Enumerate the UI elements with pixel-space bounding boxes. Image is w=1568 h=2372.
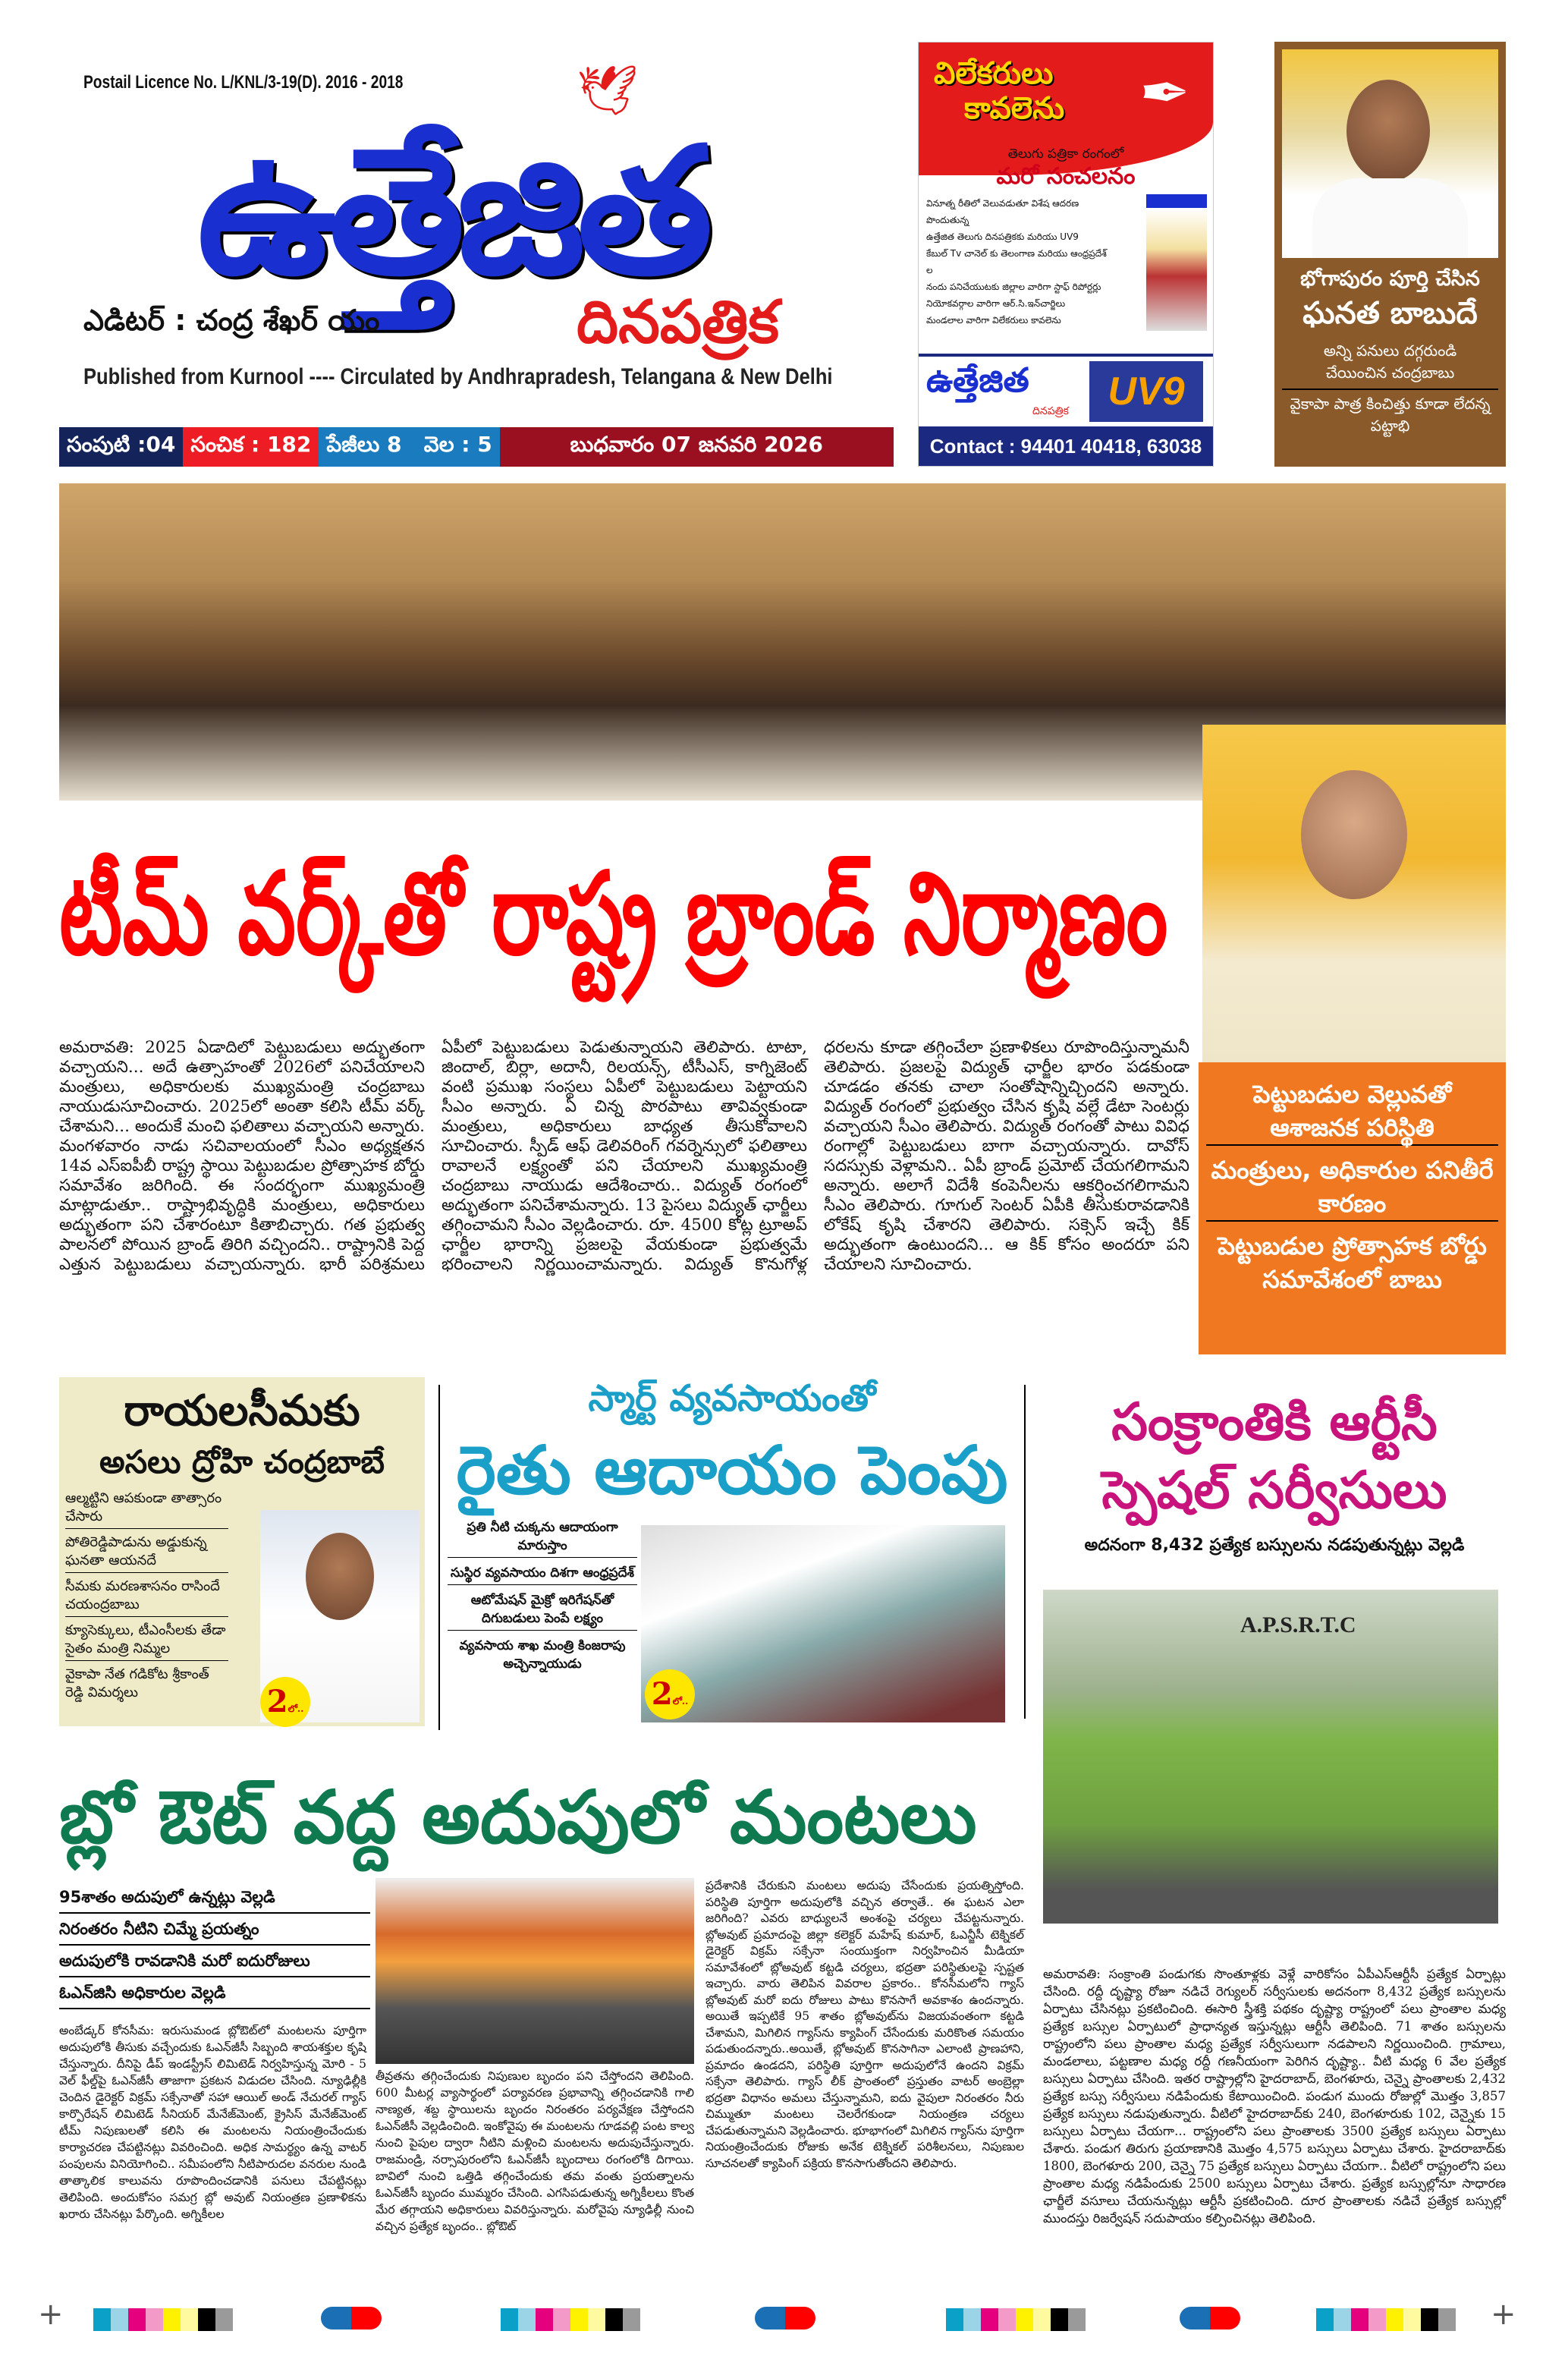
feather-pen-icon: ✒	[1139, 58, 1190, 128]
registration-pill	[321, 2307, 382, 2330]
story-bullet: నిరంతరం నీటిని చిమ్మే ప్రయత్నం	[59, 1914, 370, 1946]
color-swatch	[1033, 2308, 1051, 2331]
lead-highlight: పెట్టుబడుల వెల్లువతో ఆశాజనక పరిస్థితి	[1206, 1077, 1498, 1146]
color-swatch	[1386, 2308, 1403, 2331]
color-swatch	[1438, 2308, 1456, 2331]
ad-detail-line: ఉత్తేజిత తెలుగు దినపత్రికకు మరియు UV9	[926, 231, 1079, 242]
story-bullet: అదుపులోకి రావడానికి మరో ఐదురోజులు	[59, 1946, 370, 1977]
cmyk-color-bar	[501, 2308, 640, 2331]
lead-highlight: మంత్రులు, అధికారుల పనితీరే కారణం	[1206, 1153, 1498, 1222]
agri-headline-2: రైతు ఆదాయం పెంపు	[456, 1431, 1008, 1509]
page-ref-badge[interactable]: 2లో..	[645, 1669, 695, 1719]
issue-date: బుధవారం 07 జనవరి 2026	[570, 432, 824, 457]
registration-crosshair: +	[38, 2297, 64, 2332]
rtc-story	[1032, 1389, 1517, 1559]
postal-licence: Postail Licence No. L/KNL/3-19(D). 2016 - 2018	[83, 72, 404, 93]
lead-article-body: అమరావతి: 2025 ఏడాదిలో పెట్టుబడులు అద్భుతంగా వచ్చాయని... అదే ఉత్సాహంతో 2026లో పనిచేయాలని మంత్రులు, అధికారులకు ముఖ్యమంత్రి చంద్రబాబు నాయుడుసూచించారు. 2025లో అంతా కలిసి టీమ్ వర్క్ చేశామని... అందుకే మంచి ఫలితాలు వచ్చాయని అన్నారు. మంగళవారం నాడు సచివాలయంలో సీఎం అధ్యక్షతన 14వ ఎస్ఐపీబీ రాష్ట్ర స్థాయి పెట్టుబడుల ప్రోత్సాహక బోర్డు సమావేశం జరిగింది. ఈ సందర్భంగా ముఖ్యమంత్రి మాట్లాడుతూ.. రాష్ట్రాభివృద్ధికి మంత్రులు, అధికారులు అద్భుతంగా పని చేశారంటూ కితాబిచ్చారు. గత ప్రభుత్వ పాలనలో పోయిన బ్రాండ్ తిరిగి వచ్చిందని.. రాష్ట్రానికి పెద్ద ఎత్తున పెట్టుబడులు వచ్చాయన్నారు. భారీ పరిశ్రమలు ఏపీలో పెట్టుబడులు పెడుతున్నాయని తెలిపారు. టాటా, జిందాల్, బిర్లా, అదానీ, రిలయన్స్, టీసీఎస్, కాగ్నిజెంట్ వంటి ప్రముఖ సంస్థలు ఏపీలో పెట్టుబడులు పెట్టాయని సీఎం అన్నారు. ఏ చిన్న పొరపాటు తావివ్వకుండా మంత్రులు, అధికారులు బాధ్యత తీసుకోవాలని సూచించారు. స్పీడ్ ఆఫ్ డెలివరింగ్ గవర్నెన్సులో ఫలితాలు రావాలనే లక్ష్యంతో పని చేయాలని ముఖ్యమంత్రి చంద్రబాబు నాయుడు ఆదేశించారు.. విద్యుత్ రంగంలో అద్భుతంగా పనిచేశామన్నారు. 13 పైసలు విద్యుత్ ఛార్జీలు తగ్గించామని సీఎం వెల్లడించారు. రూ. 4500 కోట్ల ట్రూఅప్ ఛార్జీల భారాన్ని ప్రజలపై వేయకుండా ప్రభుత్వమే భరించాలని నిర్ణయించామన్నారు. విద్యుత్ కొనుగోళ్ల ధరలను కూడా తగ్గించేలా ప్రణాళికలు రూపొందిస్తున్నామనీ తెలిపారు. ప్రజలపై విద్యుత్ ఛార్జీల భారం పడకుండా చూడడం తనకు చాలా సంతోషాన్నిచ్చిందని అన్నారు. విద్యుత్ రంగంలో ప్రభుత్వం చేసిన కృషి వల్లే డేటా సెంటర్లు వచ్చాయని సీఎం తెలిపారు. విద్యుత్ రంగంతో పాటు వివిధ రంగాల్లో పెట్టుబడులు బాగా వచ్చాయన్నారు. దావోస్ సదస్సుకు వెళ్లామని.. ఏపీ బ్రాండ్ ప్రమోట్ చేయగలిగామని అన్నారు. అలాగే విదేశీ కంపెనీలను ఆకర్షించగలిగామని సీఎం తెలిపారు. గూగుల్ సెంటర్ ఏపీకి తీసుకురావడానికి లోకేష్ కృషి చేశారని తెలిపారు. సక్సెస్ ఇచ్చే కిక్ అద్భుతంగా ఉంటుందని... ఆ కిక్ కోసం అందరూ పని చేయాలని సూచించారు.	[59, 1038, 1189, 1274]
color-swatch	[198, 2308, 215, 2331]
reporters-wanted-ad	[918, 42, 1214, 467]
story-bullet: ఆటోమేషన్ మైక్రో ఇరిగేషన్‌తో దిగుబడులు పెంపే లక్ష్యం	[448, 1591, 637, 1631]
story-bullet: వ్యవసాయ శాఖ మంత్రి కింజరాపు అచ్చెన్నాయుడు	[459, 1638, 626, 1672]
blowout-fire-photo	[376, 1878, 694, 2064]
color-swatch	[1368, 2308, 1386, 2331]
dove-icon: 🕊	[577, 63, 639, 119]
rtc-article-body: అమరావతి: సంక్రాంతి పండుగకు సొంతూళ్లకు వెళ్లే వారికోసం ఏపీఎస్ఆర్టీసీ ప్రత్యేక ఏర్పాట్లు చేసింది. రద్దీ దృష్ట్యా రోజూ నడిచే రెగ్యులర్ సర్వీసులకు అదనంగా 8,432 ప్రత్యేక బస్సులను ఏర్పాటు చేసినట్లు ప్రకటించింది. ఈసారి స్త్రీశక్తి పథకం దృష్ట్యా రాష్ట్రంలో పలు ప్రాంతాల మధ్య ప్రత్యేక బస్సుల ఏర్పాటులో ప్రాధాన్యత ఇస్తున్నట్లు ఆర్టీసీ తెలిపింది. 71 శాతం బస్సులను రాష్ట్రంలోని పలు ప్రాంతాల మధ్య ప్రత్యేక సర్వీసులుగా నడపాలని నిర్ణయించింది. గ్రామాలు, మండలాలు, పట్టణాల మధ్య రద్దీ గణనీయంగా పెరిగిన దృష్ట్యా.. వీటి మధ్య 6 వేల ప్రత్యేక బస్సులు ఏర్పాటు చేసింది. ఇతర రాష్ట్రాల్లోని హైదరాబాద్, బెంగళూరు, చెన్నై ప్రాంతాలకు 2,432 ప్రత్యేక బస్సు సర్వీసులు నడిపేందుకు కేటాయించింది. పండుగ ముందు రోజుల్లో మొత్తం 3,857 ప్రత్యేక బస్సులు నడుపుతున్నారు. వీటిలో హైదరాబాద్‌కు 240, బెంగళూరుకు 102, చెన్నైకు 15 బస్సులు ఏర్పాటు చేయగా... రాష్ట్రంలోని పలు ప్రాంతాలకు 3500 ప్రత్యేక బస్సులు ఏర్పాటు చేశారు. పండుగ తిరుగు ప్రయాణానికి మొత్తం 4,575 బస్సులు ఏర్పాటు చేశారు. హైదరాబాద్‌కు 1800, బెంగళూరు 200, చెన్నై 75 ప్రత్యేక బస్సులు ఏర్పాటు చేయగా.. వీటిలో రాష్ట్రంలోని పలు ప్రాంతాల మధ్య నడిపేందుకు 2500 బస్సులు ఏర్పాటు చేశారు. ప్రత్యేక బస్సుల్లోనూ సాధారణ ఛార్జీలే వసూలు చేయనున్నట్లు ఆర్టీసీ ప్రకటించింది. దూర ప్రాంతాలకు నడిచే ప్రత్యేక బస్సుల్లో ముందస్తు రిజర్వేషన్ సదుపాయం కల్పించినట్లు తెలిపింది.	[1043, 1967, 1506, 2226]
volume-number: సంపుటి :04	[59, 427, 183, 467]
agri-story	[444, 1377, 1020, 1712]
agri-event-photo	[641, 1525, 1005, 1722]
cmyk-color-bar	[93, 2308, 233, 2331]
color-swatch	[963, 2308, 981, 2331]
speaker-photo	[1282, 49, 1498, 258]
lead-headline: టీమ్ వర్క్‌తో రాష్ట్ర బ్రాండ్ నిర్మాణం	[59, 848, 1168, 980]
color-swatch	[946, 2308, 963, 2331]
rayalaseema-story-box	[59, 1377, 425, 1726]
side-subhead-1: అన్ని పనులు దగ్గరుండి చేయించిన చంద్రబాబు	[1282, 338, 1498, 390]
rtc-bus-photo	[1043, 1590, 1498, 1924]
color-swatch	[501, 2308, 518, 2331]
ad-newspaper-logo: ఉత్తేజిత	[926, 361, 1029, 400]
ad-detail-line: కేబుల్ Tv చానెల్ కు తెలంగాణ మరియు ఆంధ్రప్రదేశ్ ల	[926, 248, 1107, 275]
ad-detail-line: మండలాల వారిగా విలేకరులు కావలెను	[926, 315, 1061, 326]
side-headline-1: భోగాపురం పూర్తి చేసిన	[1300, 267, 1480, 291]
story-bullet: ఓఎన్‌జిసి అధికారుల వెల్లడి	[59, 1977, 370, 2009]
color-swatch	[1316, 2308, 1334, 2331]
story-bullet: సుస్థిర వ్యవసాయం దిశగా ఆంధ్రప్రదేశ్	[448, 1564, 637, 1585]
page-ref-badge[interactable]: 2లో..	[260, 1677, 310, 1727]
color-swatch	[588, 2308, 605, 2331]
chief-minister-photo	[1202, 725, 1506, 1062]
newspaper-thumbnail	[1146, 194, 1207, 331]
story-bullet: ఆల్మట్టిని ఆపకుండా తాత్సారం చేసారు	[65, 1490, 228, 1529]
blowout-bullets	[59, 1882, 370, 2009]
side-headline-2: ఘనత బాబుదే	[1302, 296, 1478, 331]
registration-pill	[755, 2307, 815, 2330]
color-swatch	[981, 2308, 998, 2331]
registration-crosshair: +	[1491, 2297, 1516, 2332]
ad-contact: Contact : 94401 40418, 63038	[919, 426, 1213, 466]
newspaper-logo: ఉత్తేజిత	[197, 111, 705, 313]
cmyk-color-bar	[946, 2308, 1086, 2331]
color-swatch	[623, 2308, 640, 2331]
ad-detail-line: నియోకవర్గాల వారిగా ఆర్.సి.ఇన్‌చార్జిలు	[926, 298, 1066, 309]
cmyk-color-bar	[1316, 2308, 1456, 2331]
story-bullet: ప్రతి నీటి చుక్కను ఆదాయంగా మారుస్తాం	[448, 1518, 637, 1558]
color-swatch	[163, 2308, 181, 2331]
ad-title-line: కావలెను	[964, 91, 1065, 126]
blowout-headline: బ్లో ఔట్ వద్ద అదుపులో మంటలు	[59, 1775, 977, 1860]
issue-info-bar	[59, 427, 894, 467]
color-swatch	[128, 2308, 146, 2331]
uv9-logo: UV9	[1089, 361, 1203, 422]
rayalaseema-headline-1: రాయలసీమకు	[124, 1386, 360, 1436]
story-bullet: 95శాతం అదుపులో ఉన్నట్లు వెల్లడి	[59, 1882, 370, 1914]
ad-details	[919, 195, 1116, 329]
bus-destination-board: A.P.S.R.T.C	[1240, 1612, 1356, 1637]
blowout-article-col-3: ప్రదేశానికి చేరుకుని మంటలు అదుపు చేసేందుకు ప్రయత్నిస్తోంది. పరిస్థితి పూర్తిగా అదుపులోకి వచ్చిన తర్వాతే.. ఈ ఘటన ఎలా జరిగింది? ఎవరు బాధ్యులనే అంశంపై చర్యలు చేపట్టనున్నారు. బ్లోఅవుట్ ప్రమాదంపై జిల్లా కలెక్టర్ మహేష్ కుమార్, ఓఎన్జీసీ టెక్నికల్ డైరెక్టర్ విక్రమ్ సక్సేనా సంయుక్తంగా నిర్వహించిన మీడియా సమావేశంలో బ్లోఅవుట్ కట్టడి చర్యలు, భద్రతా పరిస్థితులపై స్పష్టత ఇచ్చారు. వారు తెలిపిన వివరాల ప్రకారం.. కోనసీమలోని గ్యాస్ బ్లోఅవుట్ మరో ఐదు రోజులు పాటు కొనసాగే అవకాశం ఉందన్నారు. అయితే ఇప్పటికే 95 శాతం బ్లోఅవుట్‌ను విజయవంతంగా కట్టడి చేశామని, మిగిలిన గ్యాస్‌ను క్యాపింగ్ చేసేందుకు మరికొంత సమయం పడుతుందన్నారు..అయితే, బ్లోఅవుట్ కొనసాగినా ఎలాంటి ప్రాణహాని, ప్రమాదం ఉండదని, పరిస్థితి పూర్తిగా అదుపులోనే ఉందని విక్రమ్ సక్సేనా తెలిపారు. గ్యాస్ లీక్ ప్రాంతంలో ప్రస్తుతం వాటర్ అంబ్రెల్లా భద్రతా విధానం అమలు చేస్తున్నామని, ఐదు వైపులా నిరంతరం నీరు చిమ్ముతూ మంటలు చెలరేగకుండా నియంత్రణ చర్యలు చేపడుతున్నామని వెల్లడించారు. భూభాగంలో మిగిలిన గ్యాస్‌ను పూర్తిగా నియంత్రించేందుకు రోజుకు అనేక టెక్నికల్ పరిశీలనలు, నిపుణుల సూచనలతో క్యాపింగ్ పక్రియ కొనసాగుతోందని తెలిపారు.	[705, 1879, 1024, 2170]
newspaper-subtitle: దినపత్రిక	[577, 288, 779, 357]
ad-title-line: విలేకరులు	[934, 56, 1054, 91]
lead-highlights-box	[1199, 1062, 1506, 1354]
registration-pill	[1180, 2307, 1240, 2330]
agri-headline-1: స్మార్ట్ వ్యవసాయంతో	[588, 1377, 876, 1420]
color-swatch	[1051, 2308, 1068, 2331]
color-swatch	[570, 2308, 588, 2331]
editor-credit: ఎడిటర్ : చంద్ర శేఖర్ యం	[83, 304, 380, 337]
ad-logo-subtitle: దినపత్రిక	[1032, 405, 1069, 417]
publication-info: Published from Kurnool ---- Circulated by Andhrapradesh, Telangana & New Delhi	[83, 364, 833, 389]
rtc-headline-2: స్పెషల్ సర్వీసులు	[1101, 1461, 1447, 1521]
blowout-article-col-1: అంబేడ్కర్ కోనసీమ: ఇరుసుమండ బ్లోఔట్‌లో మంటలను పూర్తిగా అదుపులోకి తీసుకు వచ్చేందుకు ఓఎన్‌జీసీ సిబ్బంది శాయశక్తుల కృషి చేస్తున్నారు. దీనిపై డీప్ ఇండస్ట్రీస్ లిమిటెడ్ నిర్వహిస్తున్న మోరి - 5 వెల్ ఫీల్డ్‌పై ఓఎన్‌జీసీ తాజాగా ప్రకటన విడుదల చేసింది. న్యూఢిల్లీకి చెందిన డైరెక్టర్ విక్రమ్ సక్సేనాతో సహా ఆయిల్ అండ్ నేచురల్ గ్యాస్ కార్పొరేషన్ లిమిటెడ్ సీనియర్ మేనేజ్‌మెంట్, క్రైసిస్ మేనేజ్‌మెంట్ టీమ్ నిపుణులతో కలిసి ఈ మంటలను నియంత్రించేందుకు కార్యాచరణ చేపట్టినట్లు వివరించింది. అధిక సామర్థ్యం ఉన్న వాటర్ పంపులను వినియోగించి.. సమీపంలోని నీటిపారుదల వనరుల నుండి తాత్కాలిక కాలువను రూపొందించడానికి పనులు చేపట్టినట్లు తెలిపింది. అందుకోసం సమగ్ర బ్లో అవుట్ నియంత్రణ ప్రణాళికను ఖరారు చేసినట్లు పేర్కొంది. అగ్నికీలల	[59, 2024, 366, 2221]
color-swatch	[518, 2308, 536, 2331]
story-bullet: పోతిరెడ్డిపాడును అడ్డుకున్న ఘనతా ఆయనదే	[65, 1534, 228, 1573]
side-story-box	[1274, 42, 1506, 467]
color-swatch	[536, 2308, 553, 2331]
color-swatch	[1334, 2308, 1351, 2331]
rtc-subheadline: అదనంగా 8,432 ప్రత్యేక బస్సులను నడపుతున్నట్లు వెల్లడి	[1084, 1536, 1465, 1555]
color-swatch	[215, 2308, 233, 2331]
color-swatch	[111, 2308, 128, 2331]
color-swatch	[553, 2308, 570, 2331]
ad-line: తెలుగు పత్రికా రంగంలో	[1007, 146, 1124, 162]
blowout-article-col-2: తీవ్రతను తగ్గించేందుకు నిపుణుల బృందం పని చేస్తోందని తెలిపింది. 600 మీటర్ల వ్యాసార్థంలో పర్యావరణ ప్రభావాన్ని తగ్గించడానికి గాలి నాణ్యత, శబ్ద స్థాయిలను బృందం నిరంతరం పర్యవేక్షణ చేస్తోందని ఓఎన్‌జీసీ వెల్లడించింది. ఇంకోవైపు ఈ మంటలను గూడవల్లి పంట కాల్వ నుంచి పైపుల ద్వారా నీటిని మళ్లించి మంటలను అదుపుచేస్తున్నారు. రాజమండ్రి, నర్సాపురంలోని ఓఎన్‌జీసీ బృందాలు రంగంలోకి దిగాయి. బావిలో నుంచి ఒత్తిడి తగ్గించేందుకు తమ వంతు ప్రయత్నాలను ఓఎన్‌జీసీ బృందం ముమ్మరం చేసింది. ఎగసిపడుతున్న అగ్నికీలలు కొంత మేర తగ్గాయని అధికారులు వివరిస్తున్నారు. మరోవైపు న్యూఢిల్లీ నుంచి వచ్చిన ప్రత్యేక బృందం.. బ్లోఔట్	[376, 2069, 694, 2233]
pages-price: పేజీలు 8 వెల : 5	[319, 427, 499, 467]
issue-number: సంచిక : 182	[183, 427, 319, 467]
lead-highlight: పెట్టుబడుల ప్రోత్సాహక బోర్డు సమావేశంలో బాబు	[1218, 1232, 1487, 1294]
color-swatch	[1421, 2308, 1438, 2331]
ad-detail-line: వినూత్న రీతిలో వెలువడుతూ విశేష ఆదరణ పొందుతున్న	[926, 198, 1079, 225]
color-swatch	[93, 2308, 111, 2331]
color-swatch	[1068, 2308, 1086, 2331]
rayalaseema-headline-2: అసలు ద్రోహి చంద్రబాబే	[99, 1443, 385, 1480]
color-swatch	[1351, 2308, 1368, 2331]
color-swatch	[146, 2308, 163, 2331]
rtc-headline-1: సంక్రాంతికి ఆర్టీసీ	[1111, 1392, 1438, 1452]
ad-detail-line: నందు పనిచేయుటకు జిల్లాల వారిగా స్టాఫ్ రిపోర్టర్లు	[926, 282, 1101, 292]
side-subhead-2: వైకాపా పాత్ర కించిత్తు కూడా లేదన్న పట్టాభి	[1290, 395, 1491, 435]
ad-headline: మరో సంచలనం	[996, 163, 1136, 190]
color-swatch	[181, 2308, 198, 2331]
color-swatch	[998, 2308, 1016, 2331]
color-swatch	[1016, 2308, 1033, 2331]
story-bullet: సీమకు మరణశాసనం రాసిందే చయంద్రబాబు	[65, 1578, 228, 1617]
story-bullet: క్యూసెక్కులు, టీఎంసీలకు తేడా సైతం మంత్రి నిమ్మల	[65, 1622, 228, 1661]
color-swatch	[1403, 2308, 1421, 2331]
color-swatch	[605, 2308, 623, 2331]
story-bullet: వైకాపా నేత గడికోట శ్రీకాంత్ రెడ్డి విమర్శలు	[65, 1666, 209, 1700]
